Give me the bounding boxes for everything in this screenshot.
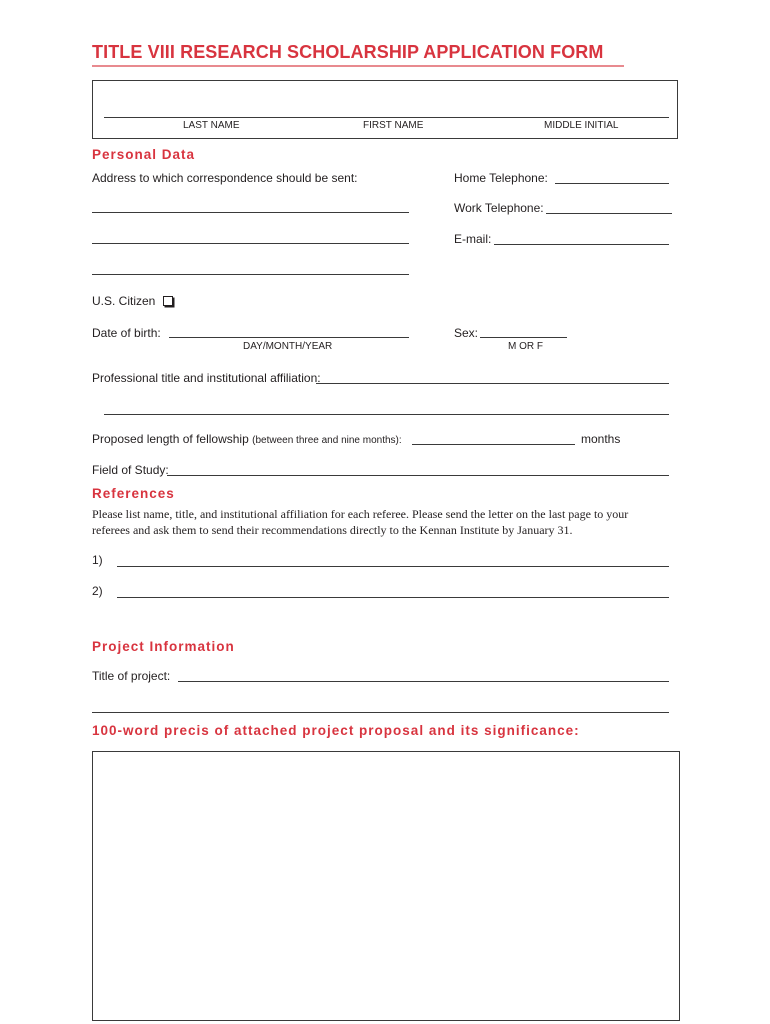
reference-2-field[interactable] xyxy=(117,597,669,598)
page-title: TITLE VIII RESEARCH SCHOLARSHIP APPLICATION FORM xyxy=(92,42,604,62)
field-of-study-field[interactable] xyxy=(167,475,669,476)
us-citizen-label: U.S. Citizen xyxy=(92,294,156,308)
email-label: E-mail: xyxy=(454,232,492,246)
sex-hint: M OR F xyxy=(508,341,543,352)
project-title-field-2[interactable] xyxy=(92,712,669,713)
middle-initial-label: MIDDLE INITIAL xyxy=(544,120,619,131)
project-title-field-1[interactable] xyxy=(178,681,669,682)
dob-label: Date of birth: xyxy=(92,326,161,340)
sex-field[interactable] xyxy=(480,337,567,338)
references-heading: References xyxy=(92,486,175,501)
fellowship-length-label: Proposed length of fellowship xyxy=(92,432,249,446)
reference-2-number: 2) xyxy=(92,584,103,598)
affiliation-label: Professional title and institutional affiliation: xyxy=(92,371,321,385)
title-underline xyxy=(92,65,624,67)
work-telephone-label: Work Telephone: xyxy=(454,201,544,215)
address-label: Address to which correspondence should be sent: xyxy=(92,171,358,185)
sex-label: Sex: xyxy=(454,326,479,340)
email-field[interactable] xyxy=(494,244,669,245)
first-name-label: FIRST NAME xyxy=(363,120,424,131)
reference-1-number: 1) xyxy=(92,553,103,567)
address-line-2[interactable] xyxy=(92,243,409,244)
fellowship-length-hint: (between three and nine months): xyxy=(252,435,402,446)
address-line-3[interactable] xyxy=(92,274,409,275)
project-information-heading: Project Information xyxy=(92,639,235,654)
fellowship-length-field[interactable] xyxy=(412,444,575,445)
project-title-label: Title of project: xyxy=(92,669,171,683)
address-line-1[interactable] xyxy=(92,212,409,213)
home-telephone-label: Home Telephone: xyxy=(454,171,548,185)
us-citizen-checkbox[interactable] xyxy=(163,296,173,306)
fellowship-length-row xyxy=(92,432,402,446)
home-telephone-field[interactable] xyxy=(555,183,669,184)
reference-1-field[interactable] xyxy=(117,566,669,567)
dob-hint: DAY/MONTH/YEAR xyxy=(243,341,333,352)
affiliation-field-1[interactable] xyxy=(316,383,669,384)
precis-heading: 100-word precis of attached project proposal and its significance: xyxy=(92,723,580,738)
precis-textbox[interactable] xyxy=(92,751,680,1021)
field-of-study-label: Field of Study: xyxy=(92,463,169,477)
work-telephone-field[interactable] xyxy=(546,213,672,214)
us-citizen-row xyxy=(92,294,173,308)
affiliation-field-2[interactable] xyxy=(104,414,669,415)
references-instructions: Please list name, title, and institutional affiliation for each referee. Please send the letter on the last page to your referees and ask them to send their recommendations directly to the Kennan Institute by January 31. xyxy=(92,507,629,537)
dob-field[interactable] xyxy=(169,337,409,338)
personal-data-heading: Personal Data xyxy=(92,147,196,162)
name-input-line[interactable] xyxy=(104,117,669,118)
months-label: months xyxy=(581,432,621,446)
last-name-label: LAST NAME xyxy=(183,120,240,131)
